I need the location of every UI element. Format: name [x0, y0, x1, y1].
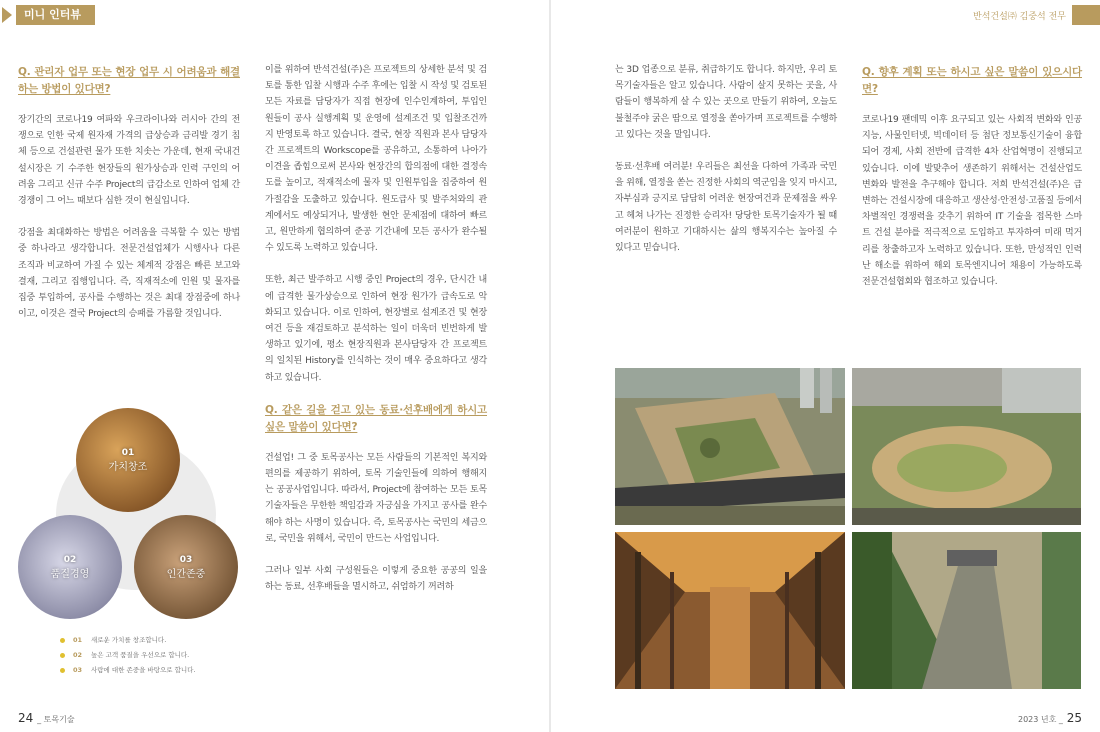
column-2 — [265, 62, 487, 595]
value-label: 인간존중 — [166, 568, 206, 580]
legend-text: 사람에 대한 존중을 바탕으로 합니다. — [91, 666, 196, 674]
paragraph: 또한, 최근 발주하고 시행 중인 Project의 경우, 단시간 내에 급격한 물가상승으로 인하여 현장 원가가 급속도로 악화되고 있습니다. 이로 인하여, 현장별로 설계조건 및 현장여건 등을 재검토하고 분석하는 일이 더욱더 빈번하게 발생하고 있기에, 평소 현장직원과 본사담당자 간 프로젝트의 일치된 History를 인식하는 것이 매우 중요하다고 생각하고 있습니다. — [265, 275, 487, 383]
footer-left — [18, 711, 75, 725]
badge-bar — [1072, 5, 1100, 25]
legend-text: 새로운 가치를 창조합니다. — [91, 636, 167, 644]
bullet-icon — [60, 638, 65, 643]
value-label: 가치창조 — [108, 461, 148, 473]
footer-right — [1018, 711, 1082, 725]
paragraph: 그러나 일부 사회 구성원들은 이렇게 중요한 공공의 일을 하는 동료, 선후배들을 멸시하고, 쉬엄하기 꺼려하 — [265, 566, 487, 593]
question-heading: Q. 관리자 업무 또는 현장 업무 시 어려움과 해결하는 방법이 있다면? — [18, 66, 240, 95]
diamond-icon — [2, 7, 12, 23]
value-circle-2 — [18, 515, 122, 619]
paragraph: 장기간의 코로나19 여파와 우크라이나와 러시아 간의 전쟁으로 인한 국제 원자재 가격의 급상승과 금리발 경기 침체 등으로 건설관련 물가 또한 치솟는 가운데, 현재 국내건설시장은 기 수주한 현장들의 원가상승과 인력 구인의 어려움 그리고 신규 수주 Project의 급감소로 인하여 업체 간 경쟁이 그 어느 때보다 심한 것이 현실입니다. — [18, 115, 240, 207]
value-circle-1 — [76, 408, 180, 512]
magazine-title: _ 토목기술 — [37, 715, 75, 724]
values-diagram — [16, 405, 256, 620]
interviewee-label: 반석건설㈜ 김중석 전무 — [973, 11, 1066, 22]
value-number: 02 — [63, 554, 77, 565]
paragraph: 는 3D 업종으로 분류, 취급하기도 합니다. 하지만, 우리 토목기술자들은 알고 있습니다. 사람이 살지 못하는 곳을, 사람들이 행복하게 살 수 있는 곳으로 만들기 위하여, 오늘도 불철주야 굵은 땀으로 열정을 쏟아가며 프로젝트를 수행하고 있다는 것을 말입니다. — [615, 65, 837, 140]
value-number: 01 — [121, 447, 135, 458]
paragraph: 이를 위하여 반석건설(주)은 프로젝트의 상세한 분석 및 검토를 통한 입찰 시행과 수주 후에는 입찰 시 작성 및 검토된 모든 자료를 담당자가 직접 현장에 인수인계하여, 투입인원들이 공사 실행계획 및 운영에 설계조건 및 입찰조건까지 반영토록 하고 있습니다. 결국, 현장 직원과 본사 담당자 간 프로젝트의 Workscope를 공유하고, 소통하여 나아가 이견을 좁힘으로써 본사와 현장간의 합의점에 대한 결정속도를 높이고, 적재적소에 물자 및 인원투입을 집중하여 원가절감을 도출하고 있습니다. 원도급사 및 발주처와의 관계에서도 예상되거나, 발생한 현안 문제점에 대하여 빠르고, 원만하게 협의하여 준공 기간내에 모든 공사가 완수될 수 있도록 노력하고 있습니다. — [265, 65, 487, 254]
site-photo-aerial-2 — [852, 368, 1081, 525]
bullet-icon — [60, 653, 65, 658]
column-3 — [615, 62, 837, 272]
column-1 — [18, 64, 240, 338]
page-number-right: 25 — [1066, 711, 1082, 725]
section-label: 미니 인터뷰 — [16, 5, 95, 25]
legend-number: 03 — [73, 666, 83, 674]
paragraph: 강점을 최대화하는 방법은 어려움을 극복할 수 있는 방법 중 하나라고 생각합니다. 전문건설업체가 시행사나 다른 조직과 비교하여 가질 수 있는 체계적 강점은 빠른 보고와 결재, 그리고 집행입니다. 즉, 직재적소에 인원 및 물자를 집중 투입하여, 공사를 수행하는 것은 최대 장점중에 하나이고, 이것은 결국 Project의 승패를 가름할 것입니다. — [18, 228, 240, 320]
interviewee-badge — [973, 5, 1100, 25]
site-photo-aerial-1 — [615, 368, 845, 525]
legend-number: 01 — [73, 636, 83, 644]
value-number: 03 — [179, 554, 193, 565]
site-photo-interior — [615, 532, 845, 689]
paragraph: 동료·선후배 여러분! 우리들은 최선을 다하여 가족과 국민을 위해, 열정을 쏟는 진정한 사회의 역군임을 잊지 마시고, 자부심과 긍지로 담담히 어려운 현장여건과 문제점을 싸우고 헤쳐 나가는 진정한 승리자! 당당한 토목기술자가 될 때 여러분이 원하고 기대하시는 삶의 행복지수는 높아질 수 있다고 믿습니다. — [615, 162, 837, 254]
legend-text: 높은 고객 품질을 우선으로 합니다. — [91, 651, 190, 659]
section-badge — [0, 5, 95, 25]
legend-item — [60, 648, 196, 663]
question-heading: Q. 향후 계획 또는 하시고 싶은 말씀이 있으시다면? — [862, 66, 1082, 95]
issue-label: 2023 년호 _ — [1017, 715, 1063, 724]
value-label: 품질경영 — [50, 568, 90, 580]
values-legend — [60, 633, 196, 678]
question-heading: Q. 같은 길을 걷고 있는 동료·선후배에게 하시고 싶은 말씀이 있다면? — [265, 403, 487, 433]
page-number-left: 24 — [18, 711, 34, 725]
legend-item — [60, 633, 196, 648]
bullet-icon — [60, 668, 65, 673]
legend-number: 02 — [73, 651, 83, 659]
paragraph: 코로나19 팬데믹 이후 요구되고 있는 사회적 변화와 인공지능, 사물인터넷, 빅데이터 등 첨단 정보통신기술이 융합되어 경제, 사회 전반에 급격한 4차 산업혁명이 진행되고 있습니다. 이에 발맞추어 생존하기 위해서는 건설산업도 변화와 발전을 추구해야 합니다. 저희 반석건설(주)은 급변하는 건설시장에 대응하고 생산성·안전성·고품질 등에서 차별적인 경쟁력을 갖추기 위하여 IT 기술을 접목한 스마트 건설 분야를 적극적으로 도입하고 투자하여 미래 먹거리를 창출하고자 노력하고 있습니다. 또한, 만성적인 인력난 해소를 위하여 해외 토목엔지니어 채용이 가능하도록 전문건설협회와 협조하고 있습니다. — [862, 115, 1082, 288]
site-photo-tunnel — [852, 532, 1081, 689]
legend-item — [60, 663, 196, 678]
column-4 — [862, 64, 1082, 306]
value-circle-3 — [134, 515, 238, 619]
page-gutter — [549, 0, 551, 732]
paragraph: 건설업! 그 중 토목공사는 모든 사람들의 기본적인 복지와 편의를 제공하기 위하여, 토목 기술인들에 의하여 행해지는 공공사업입니다. 따라서, Project에 참여하는 모든 토목 기술자들은 무한한 책임감과 자긍심을 가지고 공사를 완수해야 하는 사명이 있습니다. 즉, 토목공사는 국민의 세금으로, 국민을 위해서, 국민이 만드는 사업입니다. — [265, 452, 487, 544]
